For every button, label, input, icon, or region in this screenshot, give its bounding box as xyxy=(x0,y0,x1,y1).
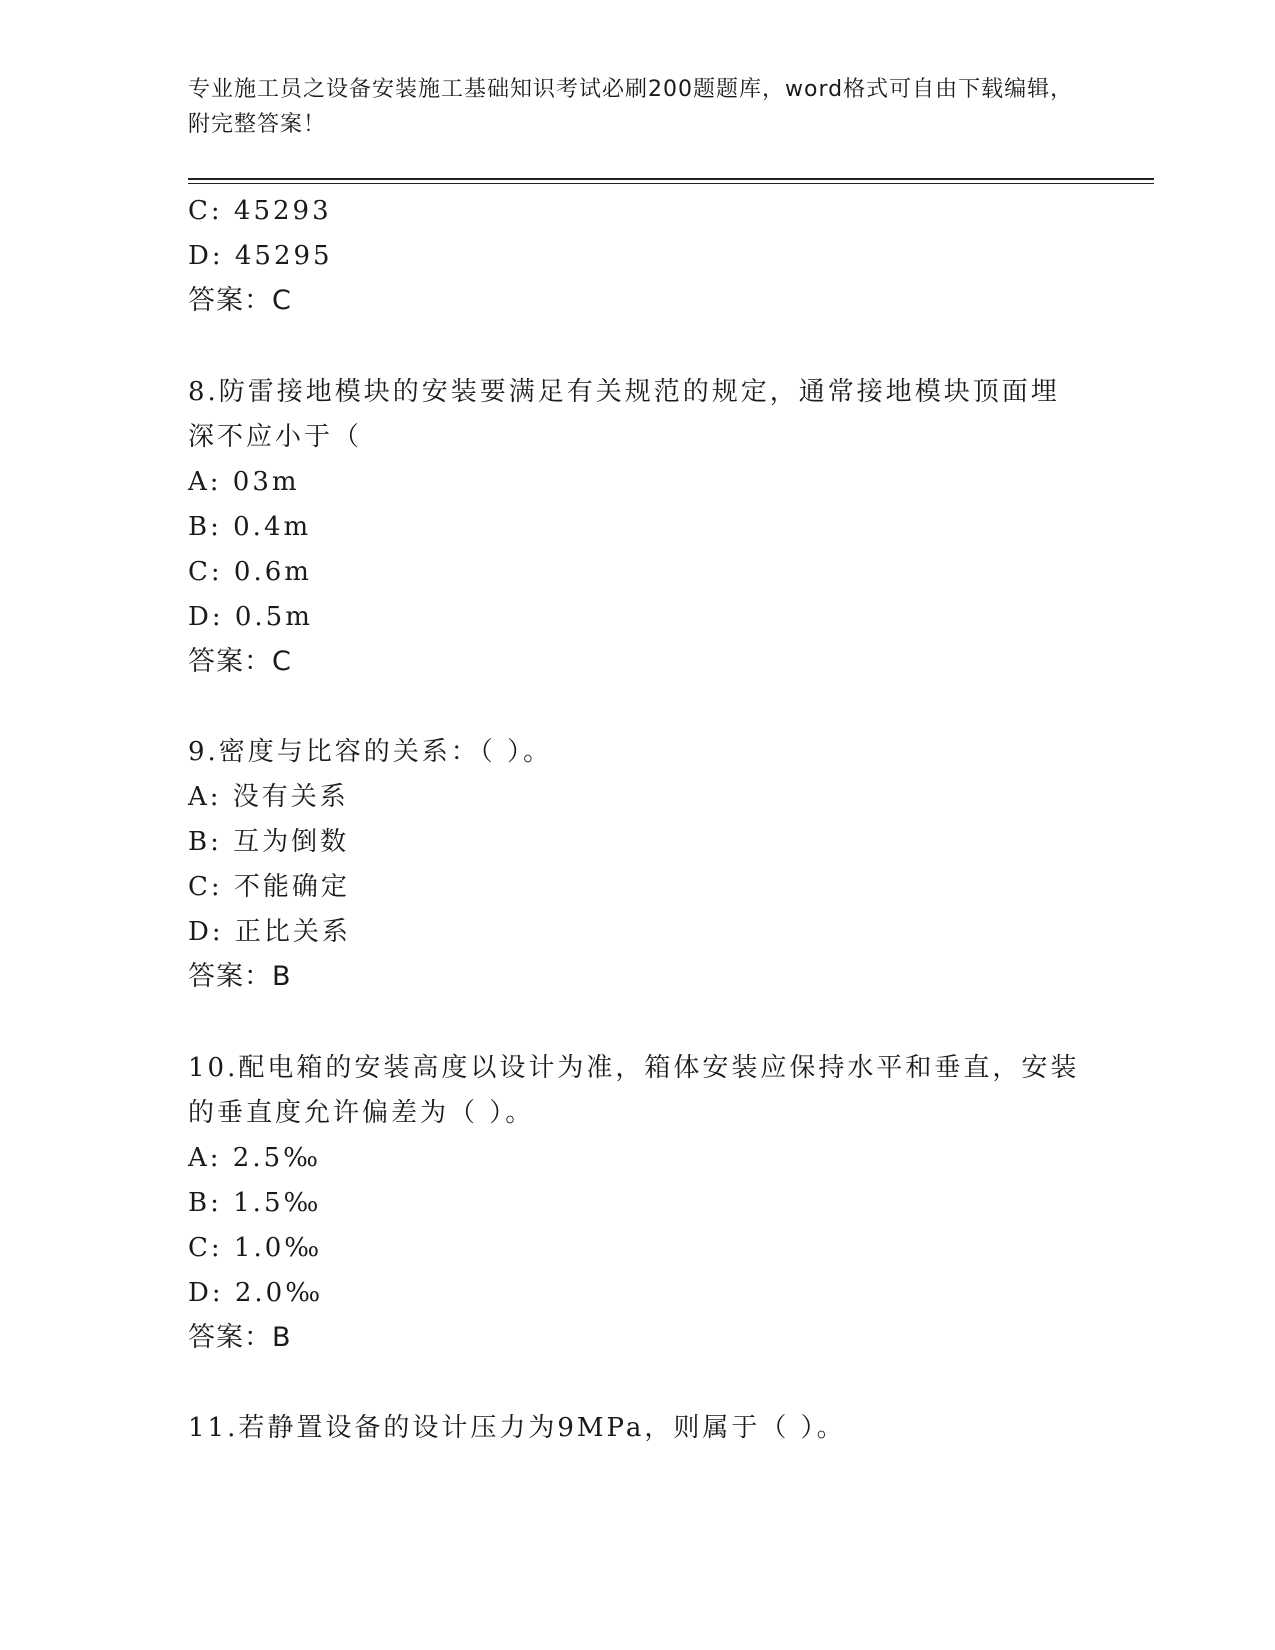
q7-option-d: D: 45295 xyxy=(188,241,333,271)
q10-stem-line1: 10.配电箱的安装高度以设计为准，箱体安装应保持水平和垂直，安装 xyxy=(188,1053,1080,1083)
q8-option-b: B: 0.4m xyxy=(188,512,312,542)
q8-stem-line2: 深不应小于（ xyxy=(188,422,363,452)
q10-stem-line2: 的垂直度允许偏差为（ ）。 xyxy=(188,1098,535,1128)
q7-answer: 答案：C xyxy=(188,285,292,316)
q9-option-c: C: 不能确定 xyxy=(188,872,350,902)
q8-option-d: D: 0.5m xyxy=(188,602,313,632)
q10-answer: 答案：B xyxy=(188,1322,292,1353)
q10-option-c: C: 1.0‰ xyxy=(188,1233,323,1263)
q9-option-d: D: 正比关系 xyxy=(188,917,351,947)
q11-stem-line1: 11.若静置设备的设计压力为9MPa，则属于（ ）。 xyxy=(188,1413,846,1443)
q9-option-a: A: 没有关系 xyxy=(188,782,349,812)
q8-option-c: C: 0.6m xyxy=(188,557,312,587)
q8-stem-line1: 8.防雷接地模块的安装要满足有关规范的规定，通常接地模块顶面埋 xyxy=(188,377,1060,407)
q8-answer: 答案：C xyxy=(188,646,292,677)
q10-option-b: B: 1.5‰ xyxy=(188,1188,322,1218)
header-rule-thin xyxy=(188,183,1154,184)
q9-option-b: B: 互为倒数 xyxy=(188,827,350,857)
q9-stem-line1: 9.密度与比容的关系：（ ）。 xyxy=(188,737,553,767)
q10-option-a: A: 2.5‰ xyxy=(188,1143,322,1173)
q7-option-c: C: 45293 xyxy=(188,196,332,226)
q9-answer: 答案：B xyxy=(188,961,292,992)
q8-option-a: A: 03m xyxy=(188,467,300,497)
header-rule-thick xyxy=(188,178,1154,180)
document-header: 专业施工员之设备安装施工基础知识考试必刷200题题库，word格式可自由下载编辑，附完整答案！ xyxy=(188,77,1074,137)
q10-option-d: D: 2.0‰ xyxy=(188,1278,324,1308)
